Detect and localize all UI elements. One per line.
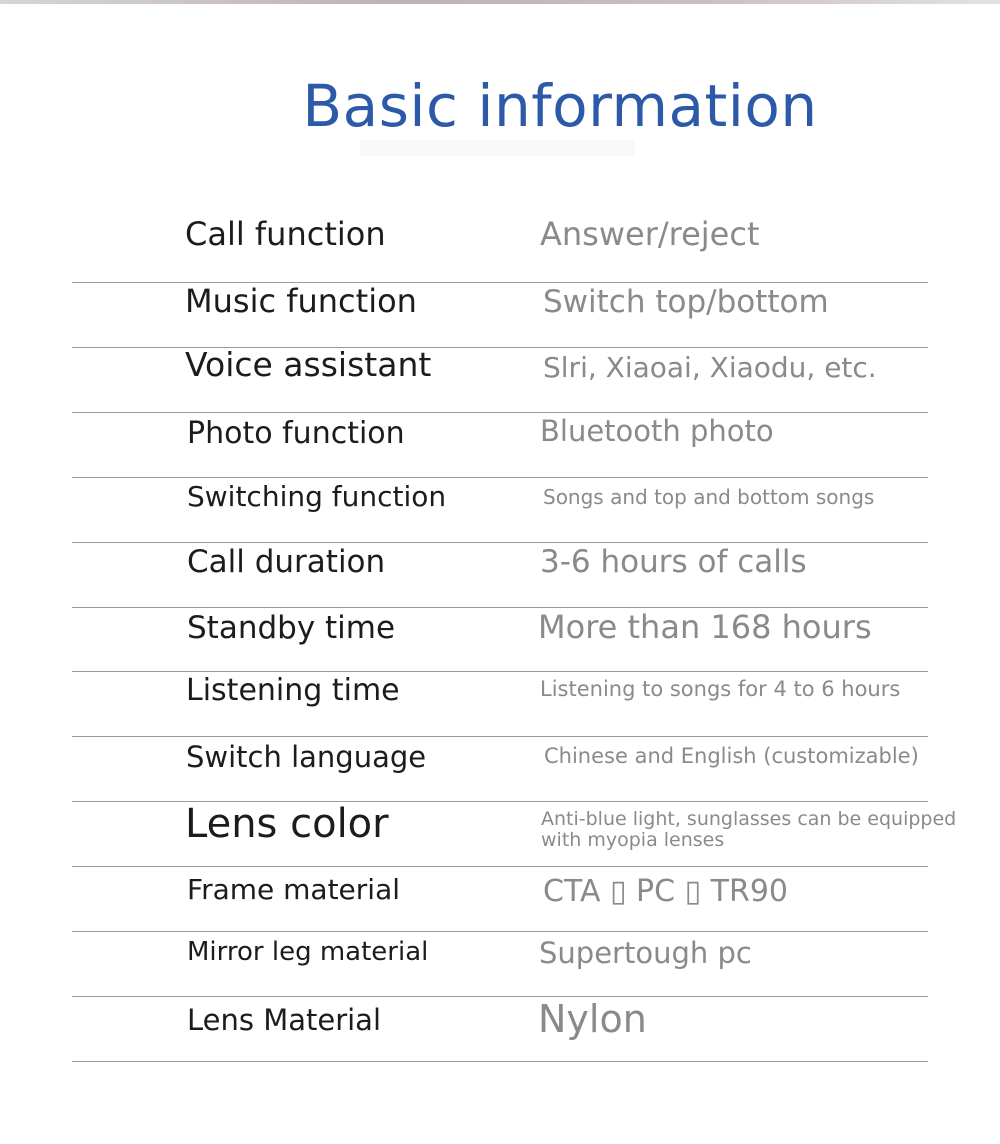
spec-value: Slri, Xiaoai, Xiaodu, etc. — [543, 351, 877, 384]
spec-row-music-function — [0, 282, 1000, 347]
spec-value: Songs and top and bottom songs — [543, 485, 875, 509]
spec-value: Listening to songs for 4 to 6 hours — [540, 677, 901, 701]
spec-row-voice-assistant — [0, 345, 1000, 410]
spec-label: Frame material — [187, 873, 401, 906]
spec-value: Supertough pc — [539, 936, 752, 970]
spec-label: Switch language — [186, 740, 427, 774]
spec-label: Lens color — [185, 801, 389, 847]
spec-label: Lens Material — [187, 1003, 382, 1037]
spec-row-standby-time — [0, 607, 1000, 672]
spec-row-lens-material — [0, 996, 1000, 1061]
spec-label: Mirror leg material — [187, 937, 429, 967]
spec-value: Nylon — [538, 997, 647, 1041]
spec-value: Bluetooth photo — [540, 414, 774, 448]
page-title: Basic information — [302, 72, 818, 140]
spec-row-call-duration — [0, 542, 1000, 607]
spec-label: Call duration — [187, 544, 386, 580]
spec-value: Switch top/bottom — [543, 284, 829, 320]
spec-row-call-function — [0, 215, 1000, 280]
spec-label: Voice assistant — [185, 345, 432, 384]
spec-label: Photo function — [187, 416, 405, 451]
spec-value: CTA ▯ PC ▯ TR90 — [543, 874, 789, 909]
title-reflection — [360, 140, 635, 156]
spec-label: Call function — [185, 215, 386, 253]
row-divider — [72, 1061, 928, 1062]
top-decorative-strip — [0, 0, 1000, 4]
spec-label: Standby time — [187, 610, 396, 646]
spec-value: Chinese and English (customizable) — [544, 744, 919, 768]
spec-value: Answer/reject — [540, 215, 760, 253]
spec-label: Music function — [185, 282, 417, 320]
spec-row-frame-material — [0, 866, 1000, 931]
spec-row-switching-function — [0, 477, 1000, 542]
spec-value: More than 168 hours — [538, 608, 872, 646]
spec-value: 3-6 hours of calls — [540, 544, 807, 580]
spec-row-photo-function — [0, 412, 1000, 477]
spec-row-mirror-leg-material — [0, 931, 1000, 996]
spec-row-lens-color — [0, 801, 1000, 866]
spec-label: Listening time — [186, 673, 400, 708]
spec-row-listening-time — [0, 671, 1000, 736]
spec-label: Switching function — [187, 480, 447, 513]
spec-value: Anti-blue light, sunglasses can be equipped with myopia lenses — [541, 808, 957, 851]
spec-row-switch-language — [0, 736, 1000, 801]
